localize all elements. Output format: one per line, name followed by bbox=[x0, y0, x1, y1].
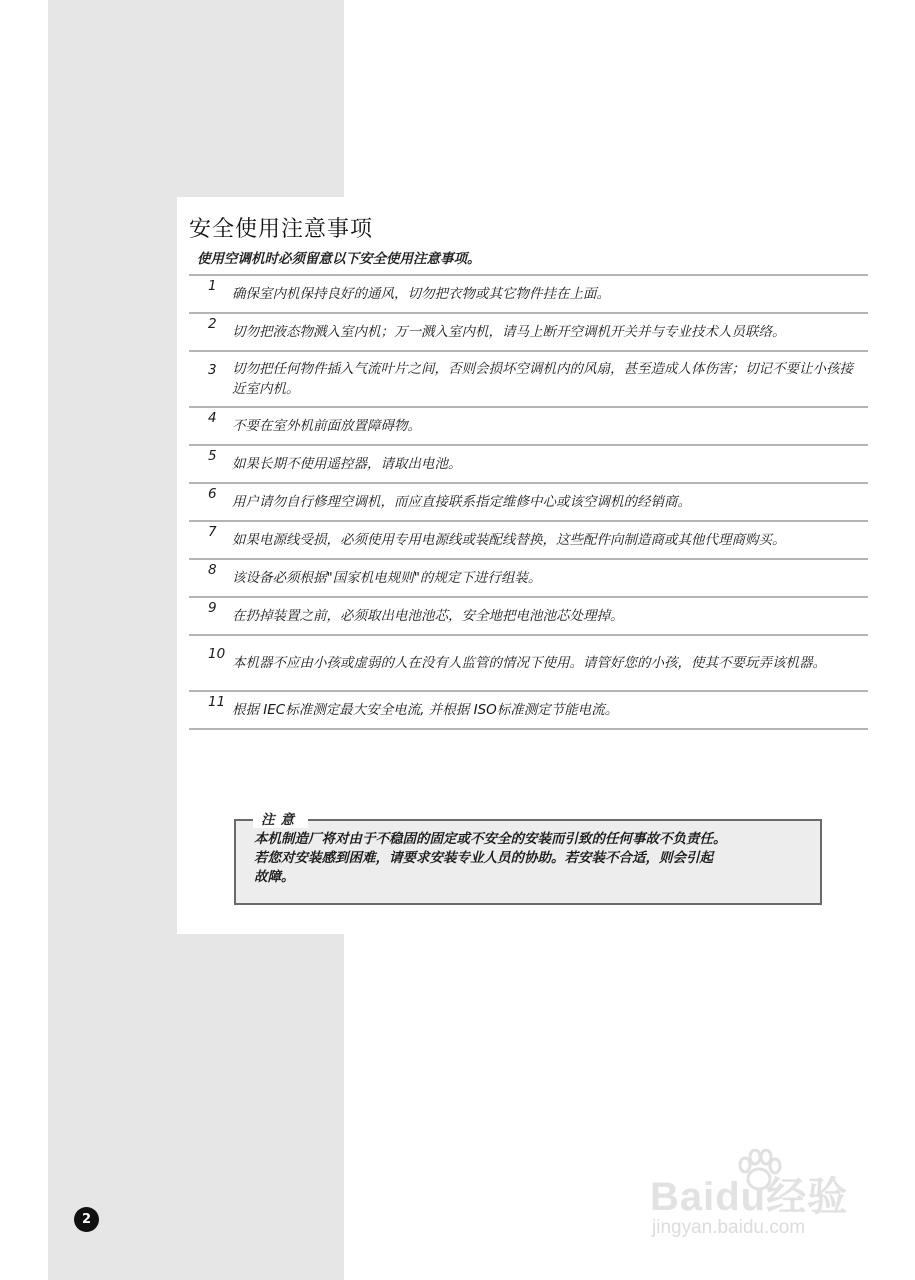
item-text: 如果电源线受损，必须使用专用电源线或装配线替换，这些配件向制造商或其他代理商购买。 bbox=[232, 532, 786, 548]
safety-list bbox=[189, 276, 868, 730]
item-text: 用户请勿自行修理空调机，而应直接联系指定维修中心或该空调机的经销商。 bbox=[232, 494, 691, 510]
watermark bbox=[650, 1155, 880, 1255]
list-item bbox=[189, 522, 868, 560]
page-subtitle: 使用空调机时必须留意以下安全使用注意事项。 bbox=[197, 251, 481, 267]
list-item bbox=[189, 692, 868, 730]
notice-title: 注意 bbox=[253, 808, 308, 828]
item-number: 2 bbox=[208, 316, 217, 332]
item-number: 10 bbox=[208, 646, 226, 662]
notice-body bbox=[254, 830, 804, 887]
item-text: 切勿把液态物溅入室内机；万一溅入室内机，请马上断开空调机开关并与专业技术人员联络。 bbox=[232, 324, 786, 340]
item-text: 切勿把任何物件插入气流叶片之间，否则会损坏空调机内的风扇，甚至造成人体伤害；切记不要让小孩接近室内机。 bbox=[232, 361, 853, 397]
page-number-badge: 2 bbox=[74, 1207, 99, 1232]
list-item bbox=[189, 276, 868, 314]
item-number: 4 bbox=[208, 410, 217, 426]
list-item bbox=[189, 560, 868, 598]
watermark-url: jingyan.baidu.com bbox=[652, 1217, 806, 1238]
list-item bbox=[189, 314, 868, 352]
list-item bbox=[189, 636, 868, 692]
item-text: 本机器不应由小孩或虚弱的人在没有人监管的情况下使用。请管好您的小孩，使其不要玩弄该机器。 bbox=[232, 655, 826, 671]
item-text: 在扔掉装置之前，必须取出电池池芯，安全地把电池池芯处理掉。 bbox=[232, 608, 624, 624]
notice-line: 本机制造厂将对由于不稳固的固定或不安全的安装而引致的任何事故不负责任。 bbox=[254, 831, 727, 847]
list-item bbox=[189, 446, 868, 484]
notice-line: 故障。 bbox=[254, 869, 295, 885]
watermark-brand: Baidu经验 bbox=[650, 1175, 849, 1219]
item-number: 1 bbox=[208, 278, 217, 294]
list-item bbox=[189, 598, 868, 636]
item-text: 不要在室外机前面放置障碍物。 bbox=[232, 418, 421, 434]
item-number: 11 bbox=[208, 694, 226, 710]
item-number: 7 bbox=[208, 524, 217, 540]
item-text: 该设备必须根据"国家机电规则"的规定下进行组装。 bbox=[232, 570, 542, 586]
list-item bbox=[189, 352, 868, 408]
item-text: 确保室内机保持良好的通风，切勿把衣物或其它物件挂在上面。 bbox=[232, 286, 610, 302]
item-number: 9 bbox=[208, 600, 217, 616]
item-number: 8 bbox=[208, 562, 217, 578]
item-number: 5 bbox=[208, 448, 217, 464]
item-text: 如果长期不使用遥控器，请取出电池。 bbox=[232, 456, 462, 472]
list-item bbox=[189, 408, 868, 446]
page-title: 安全使用注意事项 bbox=[189, 217, 374, 242]
item-number: 3 bbox=[208, 362, 217, 378]
item-number: 6 bbox=[208, 486, 217, 502]
list-item bbox=[189, 484, 868, 522]
notice-line: 若您对安装感到困难，请要求安装专业人员的协助。若安装不合适，则会引起 bbox=[254, 850, 713, 866]
item-text: 根据 IEC标准测定最大安全电流, 并根据 ISO标准测定节能电流。 bbox=[232, 702, 619, 718]
